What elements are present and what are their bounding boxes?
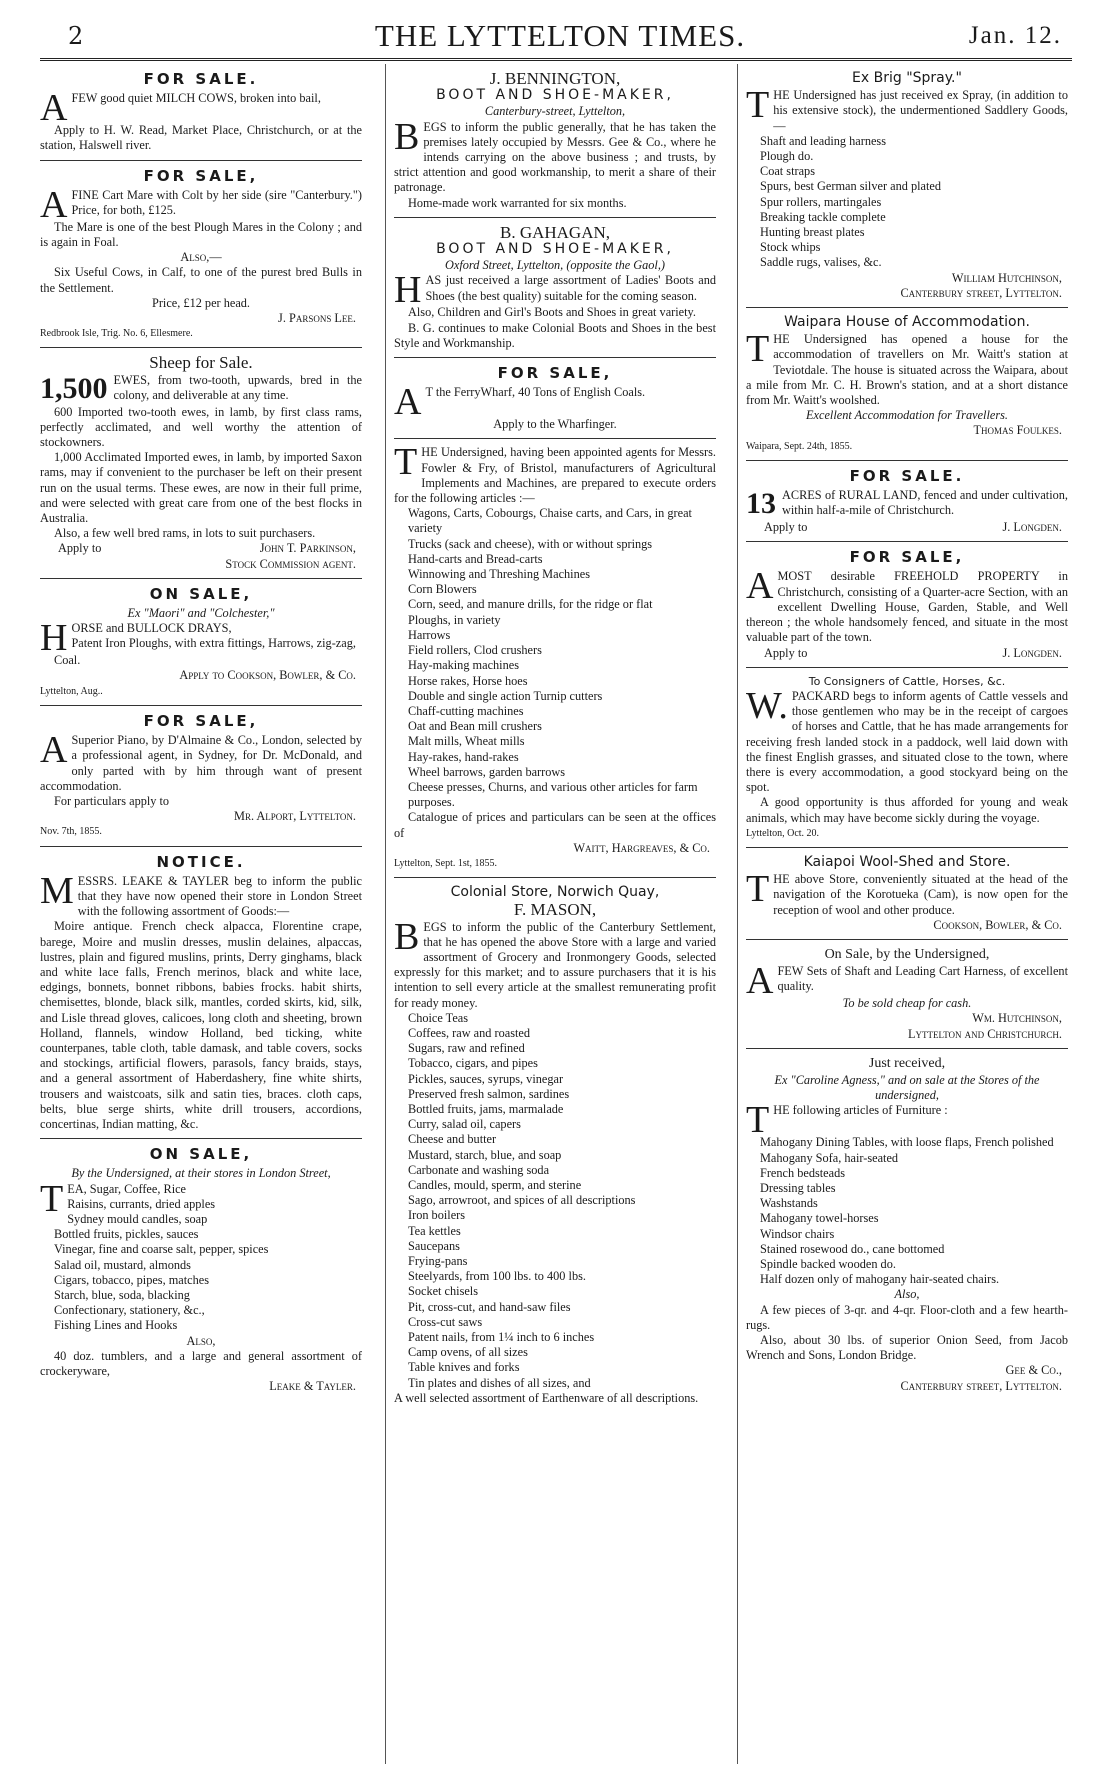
ad-text: EGS to inform the public generally, that he has taken the premises lately occupied by Messrs. Gee & Co., where he intends carrying on the above business ; and trusts, by strict attention and good workmanship, to merit a share of their patronage. — [394, 119, 716, 195]
signature: Cookson, Bowler, & Co. — [933, 917, 1062, 932]
ad-text: EGS to inform the public of the Canterbury Settlement, that he has opened the above Store with a large and varied assortment of Grocery and Ironmongery Goods, selected expressly for this market; and to assure purchasers that it is his intention to sell every article at the smallest remunerating profit for ready money. — [394, 919, 716, 1010]
ad-text: Coal. — [54, 653, 81, 668]
signature: J. Longden. — [1002, 645, 1062, 660]
ad-text: Apply to the Wharfinger. — [493, 417, 617, 432]
ad-bennington — [394, 68, 716, 218]
list-item: Camp ovens, of all sizes — [408, 1345, 528, 1360]
ad-subheading: BOOT AND SHOE-MAKER, — [436, 241, 674, 258]
ad-coals — [394, 362, 716, 439]
ad-text: FEW good quiet MILCH COWS, broken into bail, — [71, 91, 321, 106]
ad-text: A well selected assortment of Earthenware of all descriptions. — [394, 1390, 699, 1405]
header-rule — [40, 58, 1072, 61]
list-item: Frying-pans — [408, 1254, 468, 1269]
drop-cap: A — [40, 729, 68, 772]
list-item: Breaking tackle complete — [760, 209, 886, 224]
ad-kaiapoi — [746, 852, 1068, 940]
ad-text: 600 Imported two-tooth ewes, in lamb, by first class rams, perfectly acclimated, and well worthy the attention of stockowners. — [40, 404, 362, 450]
ad-heading: FOR SALE. — [143, 70, 259, 88]
list-item: Tea kettles — [408, 1223, 461, 1238]
ad-spray-saddlery — [746, 68, 1068, 308]
ad-subheading: Ex "Caroline Agness," and on sale at the Stores of the undersigned, — [774, 1072, 1040, 1103]
signature: Lyttelton and Christchurch. — [908, 1026, 1062, 1041]
ad-text: HE Undersigned has opened a house for the accommodation of travellers on Mr. Waitt's station at Teviotdale. The house is situated across the Waipara, about a mile from Mr. C. H. Brown's station, and at a short distance from Mr. Waitt's woolshed. — [746, 332, 1068, 408]
list-item: Spur rollers, martingales — [760, 194, 882, 209]
list-item: Ploughs, in variety — [408, 612, 501, 627]
signature: Apply to Cookson, Bowler, & Co. — [179, 668, 356, 683]
big-number: 1,500 — [40, 371, 108, 405]
list-item: Coffees, raw and roasted — [408, 1025, 531, 1040]
ad-heading: FOR SALE, — [143, 166, 259, 185]
ad-text: HE Undersigned, having been appointed agents for Messrs. Fowler & Fry, of Bristol, manufacturers of Agricultural Implements and Machines, are prepared to execute orders for the following articles :— — [394, 445, 716, 506]
list-item: Tin plates and dishes of all sizes, and — [408, 1375, 591, 1390]
ad-text: ACRES of RURAL LAND, fenced and under cultivation, within half-a-mile of Christchurch. — [782, 488, 1068, 518]
list-item: Corn, seed, and manure drills, for the ridge or flat — [408, 597, 653, 612]
list-item: Trucks (sack and cheese), with or without springs — [408, 536, 653, 551]
drop-cap: T — [746, 328, 770, 371]
ad-heading: FOR SALE, — [143, 711, 259, 730]
list-item: Bottled fruits, jams, marmalade — [408, 1101, 564, 1116]
drop-cap: B — [394, 915, 420, 958]
ad-text: HE above Store, conveniently situated at the head of the navigation of the Korotueka (Cam), is now open for the reception of wool and other produce. — [773, 872, 1068, 917]
drop-cap: A — [40, 87, 68, 130]
ad-text: Also,— — [180, 250, 222, 265]
ad-packard — [746, 672, 1068, 848]
list-item: Curry, salad oil, capers — [408, 1117, 521, 1132]
signature: Gee & Co., — [1005, 1363, 1062, 1378]
list-item: Sydney mould candles, soap — [67, 1211, 208, 1226]
ad-text: For particulars apply to — [54, 793, 170, 808]
signature: Waitt, Hargreaves, & Co. — [573, 840, 710, 855]
ad-text: ORSE and BULLOCK DRAYS, — [71, 621, 232, 636]
ad-text: Moire antique. French check alpacca, Florentine crape, barege, Moire and muslin dresses, muslin delaines, alpaccas, lustres, plain and figured muslins, prints, Derry ginghams, black and white lace falls, French merinos, black and white lace, edgings, bonnets, bonnet ribbons, babies frocks. habit shirts, chemisettes, blonde, black silk, mantles, corded skirts, kid, silk, and Lisle thread gloves, calicoes, long cloth and sheeting, brown Holland, flannels, window Holland, bed ticking, white counterpanes, table cloth, table damask, and table covers, socks and stockings, artificial flowers, parasols, fancy braids, stays, and a general assortment of Haberdashery, fine white shirts, trousers and waistcoats, silk and satin ties, braces. cloth caps, belts, blue serge shirts, white drill trousers, accordions, concertinas, Indian matting, &c. — [40, 919, 362, 1131]
ad-text: Also, — [894, 1287, 920, 1302]
date: Lyttelton, Oct. 20. — [746, 827, 820, 839]
signature: Stock Commission agent. — [225, 556, 356, 571]
ad-fowler-fry — [394, 443, 716, 878]
list-item: Double and single action Turnip cutters — [408, 688, 603, 703]
signature: Canterbury street, Lyttelton. — [900, 285, 1062, 300]
ad-subheading: By the Undersigned, at their stores in London Street, — [71, 1166, 331, 1181]
list-item: Windsor chairs — [760, 1226, 835, 1241]
list-item: Coat straps — [760, 164, 815, 179]
ad-mason — [394, 882, 716, 1412]
list-item: Confectionary, stationery, &c., — [54, 1303, 205, 1318]
list-item: Tobacco, cigars, and pipes — [408, 1056, 538, 1071]
ad-subheading: BOOT AND SHOE-MAKER, — [436, 87, 674, 104]
drop-cap: W. — [746, 684, 788, 727]
list-item: Hand-carts and Bread-carts — [408, 551, 543, 566]
list-item: Pit, cross-cut, and hand-saw files — [408, 1299, 571, 1314]
list-item: Hunting breast plates — [760, 225, 865, 240]
ad-text: The Mare is one of the best Plough Mares in the Colony ; and is again in Foal. — [40, 219, 362, 250]
ad-heading: Just received, — [868, 1055, 946, 1071]
ad-text: Six Useful Cows, in Calf, to one of the purest bred Bulls in the Settlement. — [40, 265, 362, 295]
ad-text: A few pieces of 3-qr. and 4-qr. Floor-cloth and a few hearth-rugs. — [746, 1302, 1068, 1332]
signature: Mr. Alport, Lyttelton. — [234, 809, 356, 824]
ad-text: Excellent Accommodation for Travellers. — [806, 408, 1008, 423]
address: Canterbury-street, Lyttelton, — [484, 104, 626, 119]
list-item: Winnowing and Threshing Machines — [408, 567, 590, 582]
ad-on-sale-leake — [40, 1143, 362, 1400]
ad-heading: Ex Brig "Spray." — [852, 70, 962, 86]
list-item: Sago, arrowroot, and spices of all descriptions — [408, 1193, 636, 1208]
list-item: Oat and Bean mill crushers — [408, 719, 542, 734]
newspaper-title: THE LYTTELTON TIMES. — [374, 18, 746, 53]
list-item: Cheese presses, Churns, and various other articles for farm purposes. — [408, 779, 698, 810]
list-item: Bottled fruits, pickles, sauces — [54, 1227, 199, 1242]
list-item: Cigars, tobacco, pipes, matches — [54, 1272, 210, 1287]
signature: J. Longden. — [1002, 520, 1062, 535]
big-number: 13 — [746, 487, 776, 521]
drop-cap: B — [394, 115, 420, 158]
list-item: Patent nails, from 1¼ inch to 6 inches — [408, 1330, 595, 1345]
ad-text: Apply to H. W. Read, Market Place, Christchurch, or at the station, Halswell river. — [40, 123, 362, 153]
drop-cap: A — [746, 565, 774, 608]
column-divider — [737, 64, 738, 1764]
ad-text: Apply to — [764, 645, 808, 660]
column-2 — [394, 68, 716, 1416]
list-item: Chaff-cutting machines — [408, 703, 524, 718]
masthead — [50, 16, 1070, 52]
list-item: Spurs, best German silver and plated — [760, 179, 941, 194]
list-item: Spindle backed wooden do. — [760, 1257, 896, 1271]
list-item: Harrows — [408, 627, 451, 642]
ad-subheading: F. MASON, — [513, 900, 597, 920]
list-item: Corn Blowers — [408, 582, 477, 597]
list-item: Field rollers, Clod crushers — [408, 643, 542, 658]
page-number: 2 — [68, 22, 84, 50]
list-item: Hay-making machines — [408, 658, 519, 673]
address: Oxford Street, Lyttelton, (opposite the Gaol,) — [444, 258, 666, 273]
ad-heading: J. BENNINGTON, — [489, 69, 621, 88]
drop-cap: A — [40, 183, 68, 226]
signature: William Hutchinson, — [951, 270, 1062, 285]
ad-heading: NOTICE. — [156, 852, 246, 871]
ad-text: FEW Sets of Shaft and Leading Cart Harness, of excellent quality. — [777, 964, 1068, 994]
signature: Wm. Hutchinson, — [972, 1011, 1062, 1026]
list-item: Cross-cut saws — [408, 1314, 483, 1329]
list-item: Saddle rugs, valises, &c. — [760, 255, 882, 270]
ad-text: Also, Children and Girl's Boots and Shoes in great variety. — [408, 305, 696, 320]
ad-gahagan — [394, 222, 716, 358]
ad-text: T the FerryWharf, 40 Tons of English Coals. — [425, 385, 646, 400]
list-item: Mahogany Sofa, hair-seated — [760, 1150, 899, 1165]
ad-heading: Colonial Store, Norwich Quay, — [450, 884, 660, 901]
ad-heading: Kaiapoi Wool-Shed and Store. — [803, 853, 1011, 870]
list-item: Fishing Lines and Hooks — [54, 1318, 178, 1333]
list-item: Starch, blue, soda, blacking — [54, 1288, 190, 1302]
list-item: Mahogany Dining Tables, with loose flaps, French polished — [760, 1135, 1054, 1150]
ad-text: To be sold cheap for cash. — [842, 996, 972, 1011]
ad-notice-leake — [40, 851, 362, 1140]
signature: Canterbury street, Lyttelton. — [900, 1378, 1062, 1393]
list-item: Raisins, currants, dried apples — [67, 1196, 216, 1211]
date: Nov. 7th, 1855. — [40, 826, 102, 838]
ad-heading: FOR SALE, — [849, 548, 965, 567]
ad-furniture — [746, 1053, 1068, 1400]
issue-date: Jan. 12. — [968, 22, 1062, 49]
column-divider — [385, 64, 386, 1764]
ad-text: HE Undersigned has just received ex Spray, (in addition to his extensive stock), the undermentioned Saddlery Goods,— — [773, 88, 1068, 133]
list-item: Shaft and leading harness — [760, 133, 887, 148]
list-item: Stock whips — [760, 240, 821, 255]
list-item: Salad oil, mustard, almonds — [54, 1257, 191, 1272]
drop-cap: H — [40, 617, 68, 660]
ad-text: A good opportunity is thus afforded for young and weak animals, which may have become sickly during the voyage. — [746, 795, 1068, 825]
ad-text: Also, about 30 lbs. of superior Onion Seed, from Jacob Wrench and Sons, London Bridge. — [746, 1333, 1068, 1363]
list-item: Pickles, sauces, syrups, vinegar — [408, 1071, 564, 1086]
date: Lyttelton, Sept. 1st, 1855. — [394, 857, 498, 869]
list-item: Washstands — [760, 1196, 818, 1211]
list-item: Cheese and butter — [408, 1132, 497, 1147]
list-item: Table knives and forks — [408, 1360, 520, 1375]
list-item: Malt mills, Wheat mills — [408, 734, 525, 749]
ad-piano — [40, 710, 362, 847]
ad-cart-mare — [40, 165, 362, 349]
signature: Thomas Foulkes. — [973, 423, 1062, 438]
ad-heading: Sheep for Sale. — [149, 353, 253, 373]
ad-text: Also, — [186, 1333, 216, 1348]
ad-text: 1,000 Acclimated Imported ewes, in lamb, by imported Saxon rams, may if convenient to the purchaser be left on their present run on the usual terms. These ewes, are now in their full prime, and were selected with great care from one of the best flocks in Australia. — [40, 450, 362, 526]
ad-text: ESSRS. LEAKE & TAYLER beg to inform the public that they have now opened their store in London Street with the following assortment of Goods:— — [77, 873, 362, 919]
list-item: Horse rakes, Horse hoes — [408, 673, 528, 688]
ad-text: FINE Cart Mare with Colt by her side (sire "Canterbury.") Price, for both, £125. — [71, 187, 362, 218]
drop-cap: M — [40, 869, 74, 912]
signature: Leake & Tayler. — [269, 1379, 356, 1394]
ad-text: Apply to — [764, 520, 808, 535]
ad-text: B. G. continues to make Colonial Boots and Shoes in the best Style and Workmanship. — [394, 320, 716, 350]
list-item: Dressing tables — [760, 1180, 836, 1195]
ad-heading: ON SALE, — [149, 1145, 253, 1164]
ad-heading: On Sale, by the Undersigned, — [824, 946, 990, 962]
drop-cap: A — [394, 381, 422, 424]
list-item: Wheel barrows, garden barrows — [408, 764, 566, 779]
drop-cap: T — [394, 441, 418, 484]
ad-heading: FOR SALE. — [849, 466, 965, 485]
drop-cap: T — [40, 1177, 64, 1220]
list-item: Iron boilers — [408, 1208, 466, 1223]
ad-subheading: Ex "Maori" and "Colchester," — [127, 606, 275, 621]
list-item: Sugars, raw and refined — [408, 1041, 525, 1056]
ad-text: Patent Iron Ploughs, with extra fittings, Harrows, zig-zag, — [71, 636, 356, 651]
ad-heading: Waipara House of Accommodation. — [784, 314, 1030, 331]
list-item: Candles, mould, sperm, and sterine — [408, 1178, 582, 1192]
ad-freehold — [746, 546, 1068, 667]
list-item: Hay-rakes, hand-rakes — [408, 749, 519, 764]
list-item: Mahogany towel-horses — [760, 1211, 879, 1226]
list-item: Socket chisels — [408, 1284, 479, 1299]
ad-text: MOST desirable FREEHOLD PROPERTY in Christchurch, consisting of a Quarter-acre Section, with an excellent Dwelling House, Garden, Stable, and Well thereon ; the whole handsomely fenced, and situate in the most valuable part of the town. — [746, 569, 1068, 645]
drop-cap: T — [746, 868, 770, 911]
column-1 — [40, 68, 362, 1404]
list-item: Preserved fresh salmon, sardines — [408, 1086, 570, 1101]
drop-cap: T — [746, 84, 770, 127]
ad-sheep — [40, 352, 362, 578]
ad-text: Home-made work warranted for six months. — [408, 195, 627, 210]
ad-text: Also, a few well bred rams, in lots to suit purchasers. — [54, 526, 316, 541]
ad-text: AS just received a large assortment of Ladies' Boots and Shoes (the best quality) suitable for the coming season. — [425, 273, 716, 303]
drop-cap: H — [394, 269, 422, 312]
ad-milch-cows — [40, 68, 362, 161]
ad-text: PACKARD begs to inform agents of Cattle vessels and those gentlemen who may be in the receipt of cargoes of horses and Cattle, that he has made arrangements for receiving fresh landed stock in a paddock, well laid down with the finest English grasses, and situated close to the town, where there is every accommodation, a good stockyard being on the spot. — [746, 688, 1068, 795]
list-item: EA, Sugar, Coffee, Rice — [67, 1181, 187, 1196]
ad-text: HE following articles of Furniture : — [773, 1103, 948, 1118]
address: Redbrook Isle, Trig. No. 6, Ellesmere. — [40, 328, 193, 340]
ad-heading: FOR SALE, — [497, 364, 613, 383]
list-item: Stained rosewood do., cane bottomed — [760, 1241, 945, 1256]
ad-text: Apply to — [58, 541, 102, 556]
ad-heading: To Consigners of Cattle, Horses, &c. — [808, 674, 1006, 688]
list-item: Mustard, starch, blue, and soap — [408, 1147, 562, 1162]
ad-text: Superior Piano, by D'Almaine & Co., London, selected by a professional agent, in Sydney, for Dr. McDonald, and only parted with by him through want of present accommodation. — [40, 733, 362, 793]
address: Lyttelton, Aug.. — [40, 685, 103, 697]
ad-waipara-house — [746, 312, 1068, 461]
ad-heading: ON SALE, — [149, 584, 253, 603]
signature: J. Parsons Lee. — [278, 311, 356, 326]
ad-text: Catalogue of prices and particulars can be seen at the offices of — [394, 810, 716, 840]
list-item: Carbonate and washing soda — [408, 1162, 550, 1177]
signature: John T. Parkinson, — [259, 541, 356, 556]
list-item: Steelyards, from 100 lbs. to 400 lbs. — [408, 1269, 586, 1284]
ad-text: EWES, from two-tooth, upwards, bred in the colony, and deliverable at any time. — [113, 372, 362, 402]
column-3 — [746, 68, 1068, 1404]
date: Waipara, Sept. 24th, 1855. — [746, 440, 853, 452]
list-item: Half dozen only of mahogany hair-seated chairs. — [760, 1272, 1000, 1287]
ad-drays — [40, 583, 362, 706]
list-item: French bedsteads — [760, 1165, 846, 1180]
price: Price, £12 per head. — [152, 295, 250, 310]
ad-harness — [746, 944, 1068, 1049]
ad-heading: B. GAHAGAN, — [499, 222, 611, 242]
list-item: Plough do. — [760, 149, 814, 164]
drop-cap: T — [746, 1099, 770, 1142]
ad-text: 40 doz. tumblers, and a large and general assortment of crockeryware, — [40, 1348, 362, 1379]
list-item: Saucepans — [408, 1238, 460, 1253]
ad-rural-land — [746, 465, 1068, 542]
list-item: Vinegar, fine and coarse salt, pepper, spices — [54, 1242, 269, 1257]
drop-cap: A — [746, 960, 774, 1003]
list-item: Choice Teas — [408, 1010, 469, 1025]
list-item: Wagons, Carts, Cobourgs, Chaise carts, and Cars, in great variety — [408, 506, 692, 536]
